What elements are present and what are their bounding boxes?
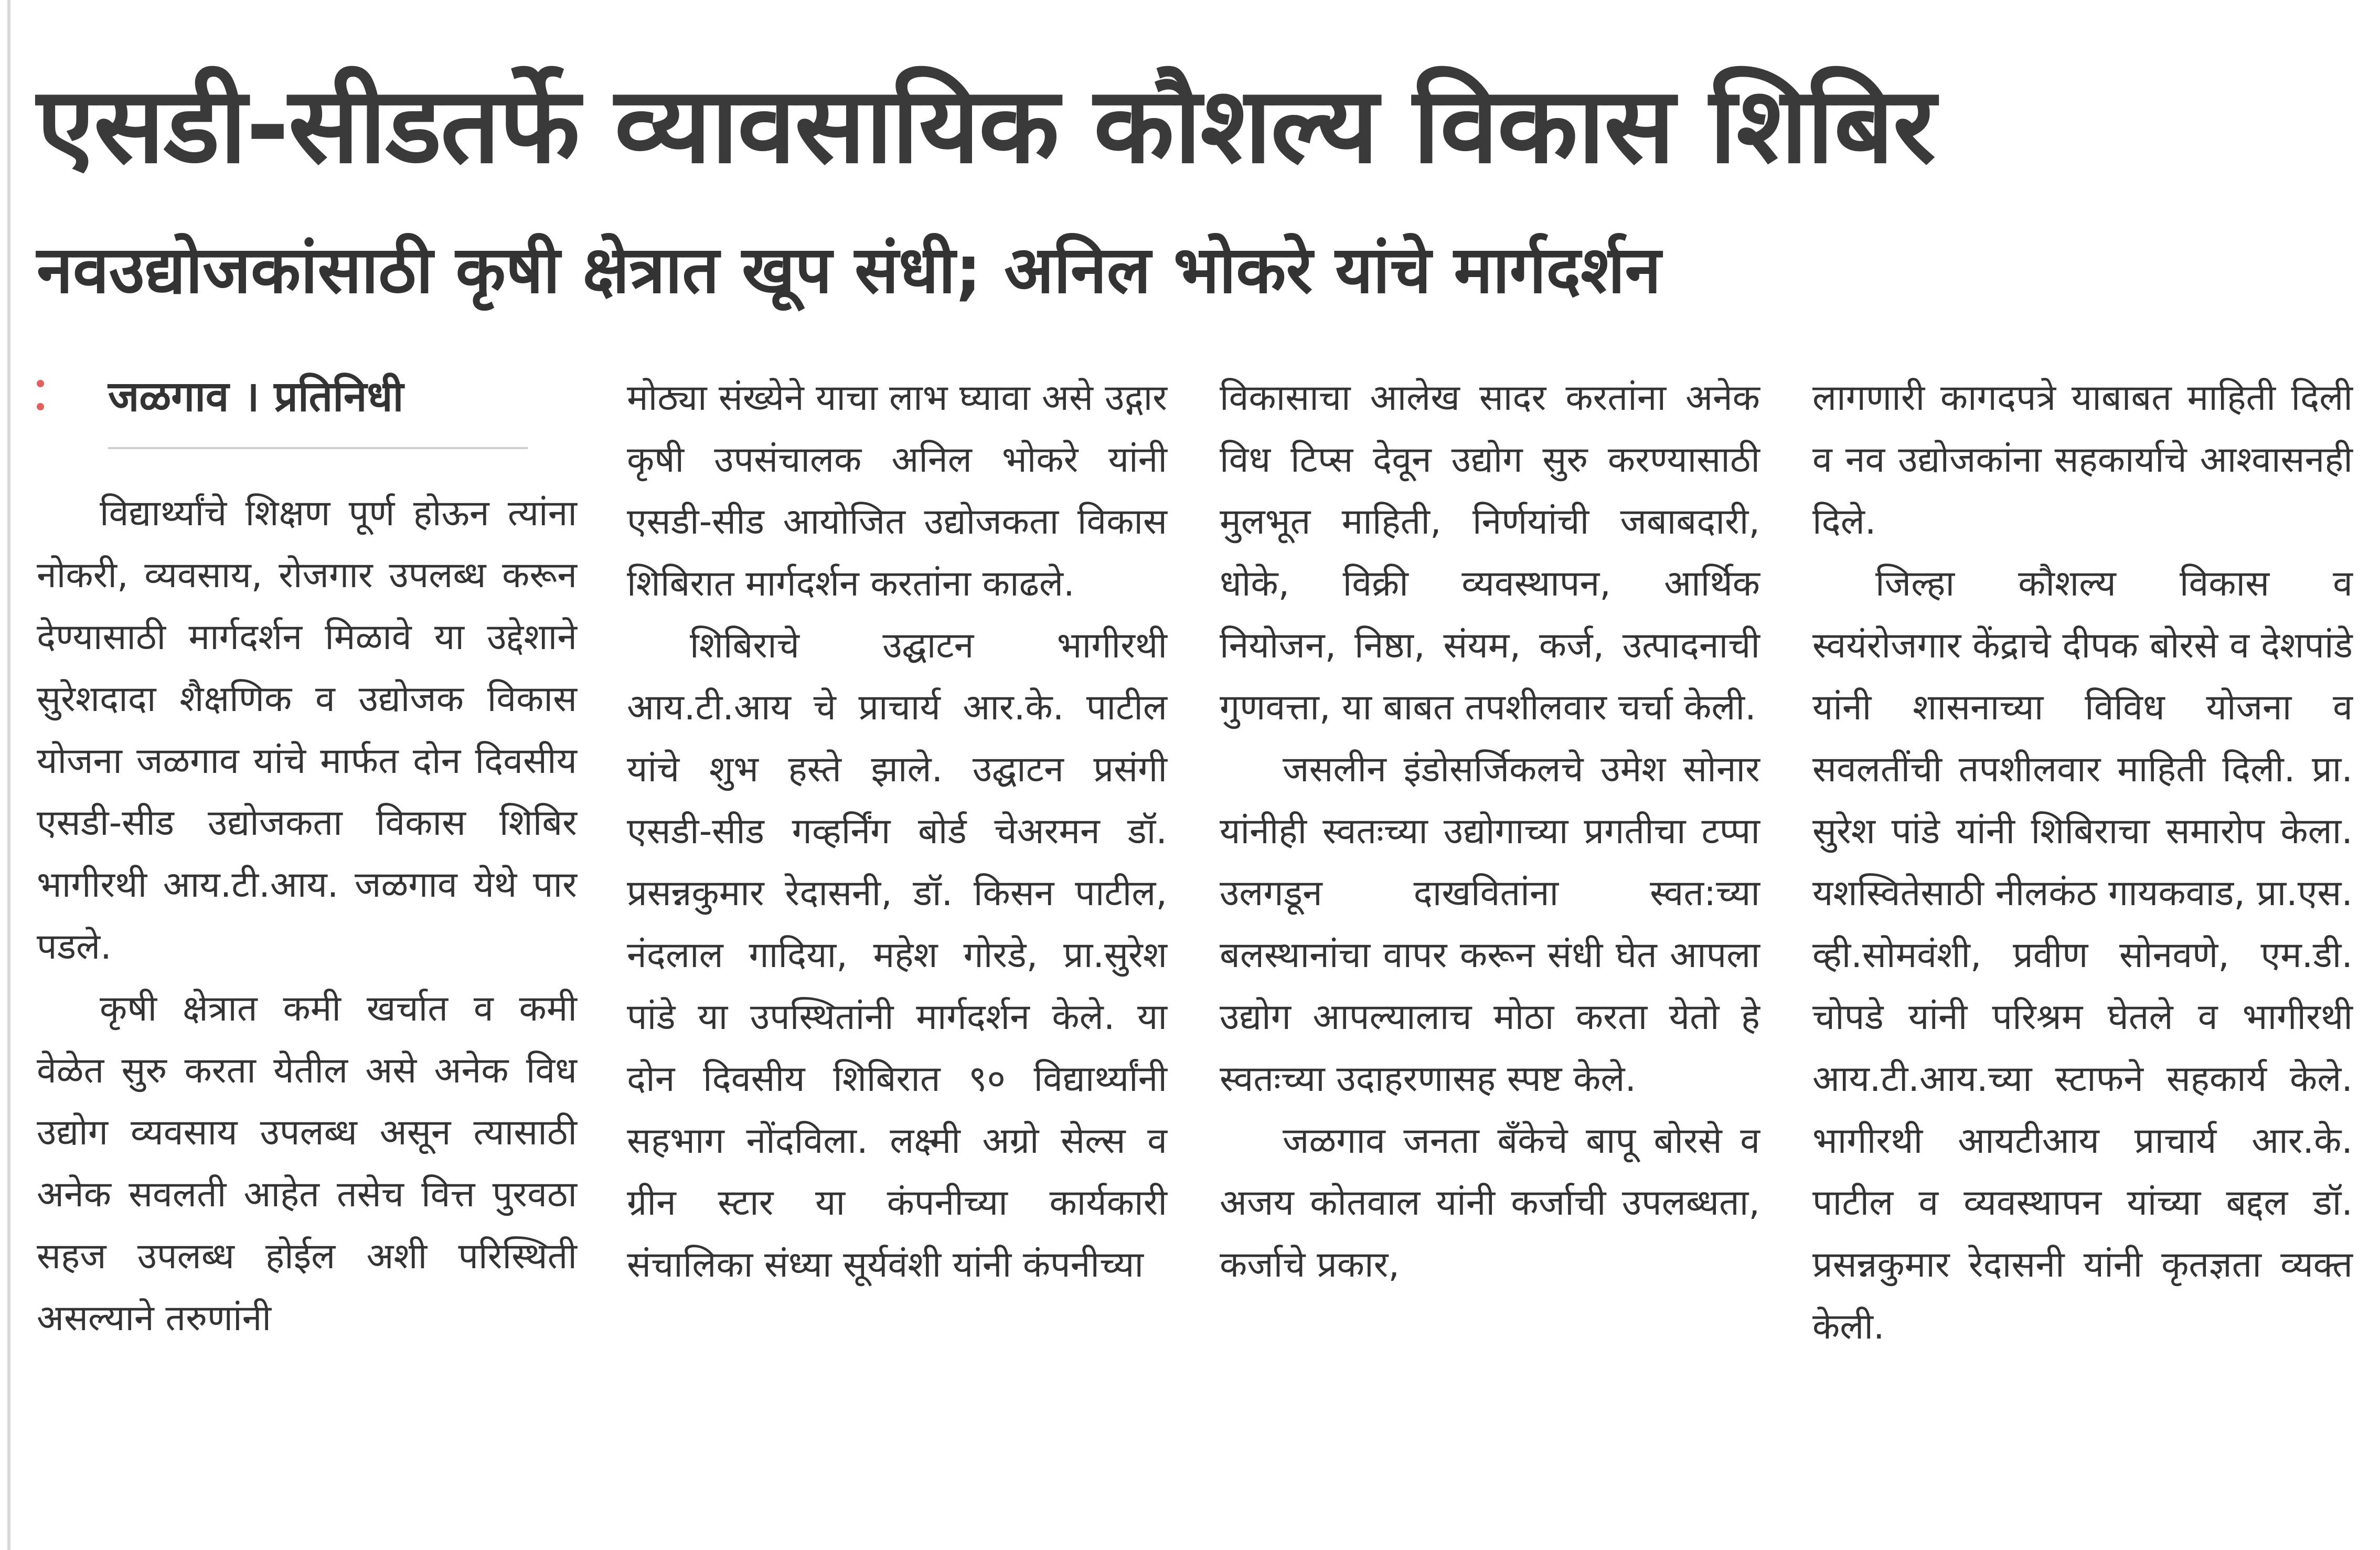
column-1-paragraph-1: विद्यार्थ्यांचे शिक्षण पूर्ण होऊन त्यांना नोकरी, व्यवसाय, रोजगार उपलब्ध करून देण्यासाठी मार्गदर्शन मिळावे या उद्देशाने सुरेशदादा शैक्षणिक व उद्योजक विकास योजना जळगाव यांचे मार्फत दोन दिवसीय एसडी-सीड उद्योजकता विकास शिबिर भागीरथी आय.टी.आय. जळगाव येथे पार पडले. bbox=[37, 493, 577, 968]
headline: एसडी-सीडतर्फे व्यावसायिक कौशल्य विकास शिबिर bbox=[37, 65, 1935, 187]
article-column-1 bbox=[37, 483, 577, 1350]
page-edge-border bbox=[7, 0, 10, 1550]
column-3-paragraph-2: जसलीन इंडोसर्जिकलचे उमेश सोनार यांनीही स्वतःच्या उद्योगाच्या प्रगतीचा टप्पा उलगडून दाखवितांना स्वत:च्या बलस्थानांचा वापर करून संधी घेत आपला उद्योग आपल्यालाच मोठा करता येतो हे स्वतःच्या उदाहरणासह स्पष्ट केले. bbox=[1220, 749, 1760, 1100]
article-column-3 bbox=[1220, 367, 1760, 1296]
column-4-paragraph-2: जिल्हा कौशल्य विकास व स्वयंरोजगार केंद्राचे दीपक बोरसे व देशपांडे यांनी शासनाच्या विविध योजना व सवलतींची तपशीलवार माहिती दिली. प्रा. सुरेश पांडे यांनी शिबिराचा समारोप केला. यशस्वितेसाठी नीलकंठ गायकवाड, प्रा.एस. व्ही.सोमवंशी, प्रवीण सोनवणे, एम.डी. चोपडे यांनी परिश्रम घेतले व भागीरथी आय.टी.आय.च्या स्टाफने सहकार्य केले. भागीरथी आयटीआय प्राचार्य आर.के. पाटील व व्यवस्थापन यांच्या बद्दल डॉ. प्रसन्नकुमार रेदासनी यांनी कृतज्ञता व्यक्त केली. bbox=[1812, 563, 2353, 1347]
column-3-paragraph-1: विकासाचा आलेख सादर करतांना अनेक विध टिप्स देवून उद्योग सुरु करण्यासाठी मुलभूत माहिती, निर्णयांची जबाबदारी, धोके, विक्री व्यवस्थापन, आर्थिक नियोजन, निष्ठा, संयम, कर्ज, उत्पादनाची गुणवत्ता, या बाबत तपशीलवार चर्चा केली. bbox=[1220, 377, 1760, 728]
column-3-paragraph-3: जळगाव जनता बँकेचे बापू बोरसे व अजय कोतवाल यांनी कर्जाची उपलब्धता, कर्जाचे प्रकार, bbox=[1220, 1120, 1760, 1286]
column-2-paragraph-2: शिबिराचे उद्घाटन भागीरथी आय.टी.आय चे प्राचार्य आर.के. पाटील यांचे शुभ हस्ते झाले. उद्घाटन प्रसंगी एसडी-सीड गव्हर्निंग बोर्ड चेअरमन डॉ. प्रसन्नकुमार रेदासनी, डॉ. किसन पाटील, नंदलाल गादिया, महेश गोरडे, प्रा.सुरेश पांडे या उपस्थितांनी मार्गदर्शन केले. या दोन दिवसीय शिबिरात ९० विद्यार्थ्यांनी सहभाग नोंदविला. लक्ष्मी अग्रो सेल्स व ग्रीन स्टार या कंपनीच्या कार्यकारी संचालिका संध्या सूर्यवंशी यांनी कंपनीच्या bbox=[627, 625, 1167, 1286]
byline-marker-icon bbox=[37, 367, 45, 425]
marker-dot-bottom bbox=[37, 403, 44, 410]
byline-text: जळगाव । प्रतिनिधी bbox=[108, 372, 404, 421]
marker-dot-top bbox=[37, 380, 44, 387]
subheadline: नवउद्योजकांसाठी कृषी क्षेत्रात खूप संधी; अनिल भोकरे यांचे मार्गदर्शन bbox=[37, 232, 1661, 308]
column-4-paragraph-1: लागणारी कागदपत्रे याबाबत माहिती दिली व नव उद्योजकांना सहकार्याचे आश्वासनही दिले. bbox=[1812, 377, 2353, 543]
byline-divider bbox=[108, 447, 528, 449]
byline bbox=[37, 367, 498, 425]
article-column-2 bbox=[627, 367, 1167, 1296]
column-2-paragraph-1: मोठ्या संख्येने याचा लाभ घ्यावा असे उद्गार कृषी उपसंचालक अनिल भोकरे यांनी एसडी-सीड आयोजित उद्योजकता विकास शिबिरात मार्गदर्शन करतांना काढले. bbox=[627, 377, 1167, 604]
column-1-paragraph-2: कृषी क्षेत्रात कमी खर्चात व कमी वेळेत सुरु करता येतील असे अनेक विध उद्योग व्यवसाय उपलब्ध असून त्यासाठी अनेक सवलती आहेत तसेच वित्त पुरवठा सहज उपलब्ध होईल अशी परिस्थिती असल्याने तरुणांनी bbox=[37, 988, 577, 1339]
article-column-4 bbox=[1812, 367, 2353, 1358]
